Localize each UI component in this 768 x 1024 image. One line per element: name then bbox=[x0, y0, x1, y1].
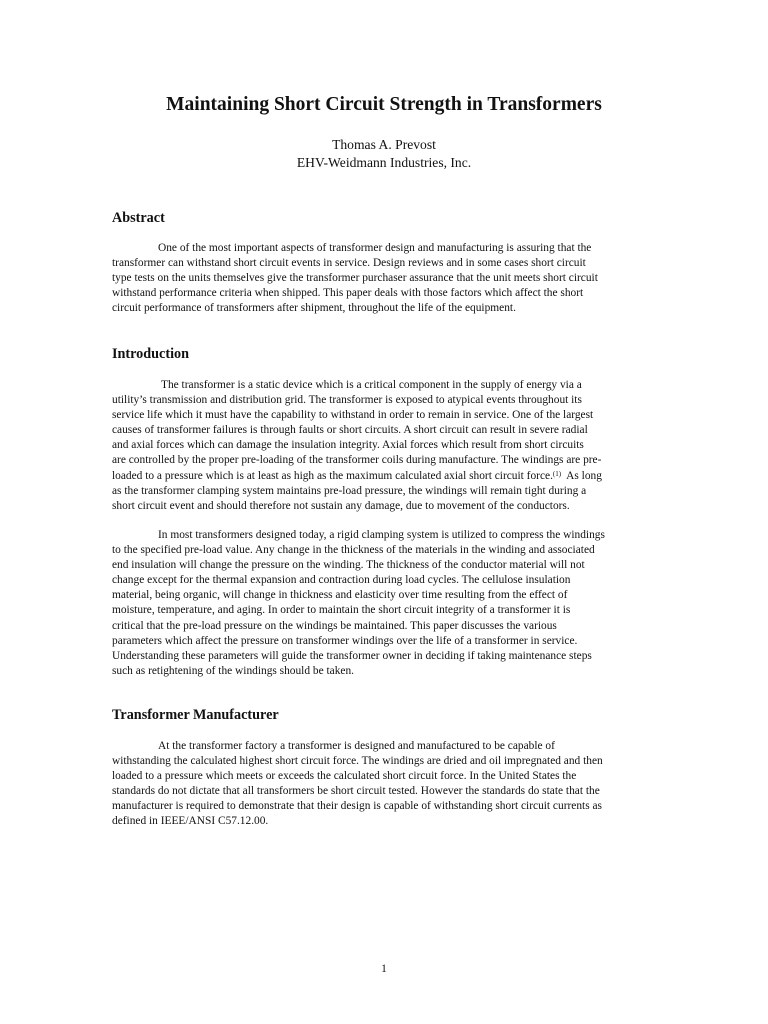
manufacturer-paragraph bbox=[112, 739, 659, 830]
abstract-paragraph bbox=[112, 241, 659, 316]
author-affiliation: EHV-Weidmann Industries, Inc. bbox=[296, 155, 472, 170]
text-line: and axial forces which can damage the insulation integrity. Axial forces which result from short circuits bbox=[112, 439, 584, 452]
text-segment: As long bbox=[566, 469, 602, 482]
author-name: Thomas A. Prevost bbox=[332, 137, 436, 152]
text-line: withstand performance criteria when shipped. This paper deals with those factors which affect the short bbox=[112, 287, 584, 300]
text-line: change except for the thermal expansion and contraction during load cycles. The cellulose insulation bbox=[112, 574, 571, 587]
text-line: manufacturer is required to demonstrate that their design is capable of withstanding short circuit currents as bbox=[112, 800, 602, 813]
paper-title: Maintaining Short Circuit Strength in Transformers bbox=[166, 94, 602, 115]
text-line: At the transformer factory a transformer is designed and manufactured to be capable of bbox=[158, 740, 555, 752]
text-line: moisture, temperature, and aging. In order to maintain the short circuit integrity of a transformer it is bbox=[112, 604, 571, 617]
text-line: parameters which affect the pressure on transformer windings over the life of a transformer in service. bbox=[112, 634, 578, 647]
introduction-heading: Introduction bbox=[112, 346, 189, 362]
text-line: defined in IEEE/ANSI C57.12.00. bbox=[112, 815, 269, 828]
page-number: 1 bbox=[381, 963, 387, 975]
text-line: causes of transformer failures is through faults or short circuits. A short circuit can result in severe radial bbox=[112, 424, 588, 437]
text-line: standards do not dictate that all transformers be short circuit tested. However the standards do state that the bbox=[112, 785, 600, 798]
text-line: Understanding these parameters will guide the transformer owner in deciding if taking maintenance steps bbox=[112, 649, 592, 662]
introduction-paragraph-2 bbox=[112, 528, 659, 679]
text-line: such as retightening of the windings should be taken. bbox=[112, 664, 355, 677]
text-line: loaded to a pressure which meets or exceeds the calculated short circuit force. In the United States the bbox=[112, 770, 577, 783]
text-line: are controlled by the proper pre-loading of the transformer coils during manufacture. The windings are pre- bbox=[112, 454, 602, 467]
text-line: type tests on the units themselves give the transformer purchaser assurance that the unit meets short circuit bbox=[112, 272, 598, 285]
text-line: service life which it must have the capability to withstand in order to remain in service. One of the largest bbox=[112, 409, 594, 422]
text-line: material, being organic, will change in thickness and elasticity over time resulting from the effect of bbox=[112, 589, 568, 602]
text-segment: loaded to a pressure which is at least as high as the maximum calculated axial short circuit force. bbox=[112, 469, 553, 482]
reference-marker: (1) bbox=[552, 469, 562, 478]
text-line: utility’s transmission and distribution grid. The transformer is exposed to atypical events throughout its bbox=[112, 394, 582, 407]
text-line: In most transformers designed today, a rigid clamping system is utilized to compress the windings bbox=[158, 529, 605, 541]
text-line: critical that the pre-load pressure on the windings be maintained. This paper discusses the various bbox=[112, 619, 557, 632]
text-line: as the transformer clamping system maintains pre-load pressure, the windings will remain tight during a bbox=[112, 484, 587, 497]
text-line: The transformer is a static device which is a critical component in the supply of energy via a bbox=[161, 379, 582, 391]
text-line: short circuit event and should therefore not sustain any damage, due to movement of the conductors. bbox=[112, 499, 570, 512]
author-block bbox=[0, 136, 768, 172]
text-line: circuit performance of transformers after shipment, throughout the life of the equipment. bbox=[112, 302, 516, 315]
manufacturer-heading: Transformer Manufacturer bbox=[112, 707, 279, 723]
abstract-heading: Abstract bbox=[112, 210, 165, 226]
text-line-with-reference bbox=[112, 469, 659, 484]
text-line: withstanding the calculated highest short circuit force. The windings are dried and oil impregnated and then bbox=[112, 755, 603, 768]
text-line: end insulation will change the pressure on the winding. The thickness of the conductor material will not bbox=[112, 559, 585, 572]
text-line: to the specified pre-load value. Any change in the thickness of the materials in the winding and associated bbox=[112, 544, 595, 557]
text-line: One of the most important aspects of transformer design and manufacturing is assuring that the bbox=[158, 242, 592, 254]
introduction-paragraph-1 bbox=[112, 378, 659, 514]
text-line: transformer can withstand short circuit events in service. Design reviews and in some cases short circuit bbox=[112, 257, 586, 270]
